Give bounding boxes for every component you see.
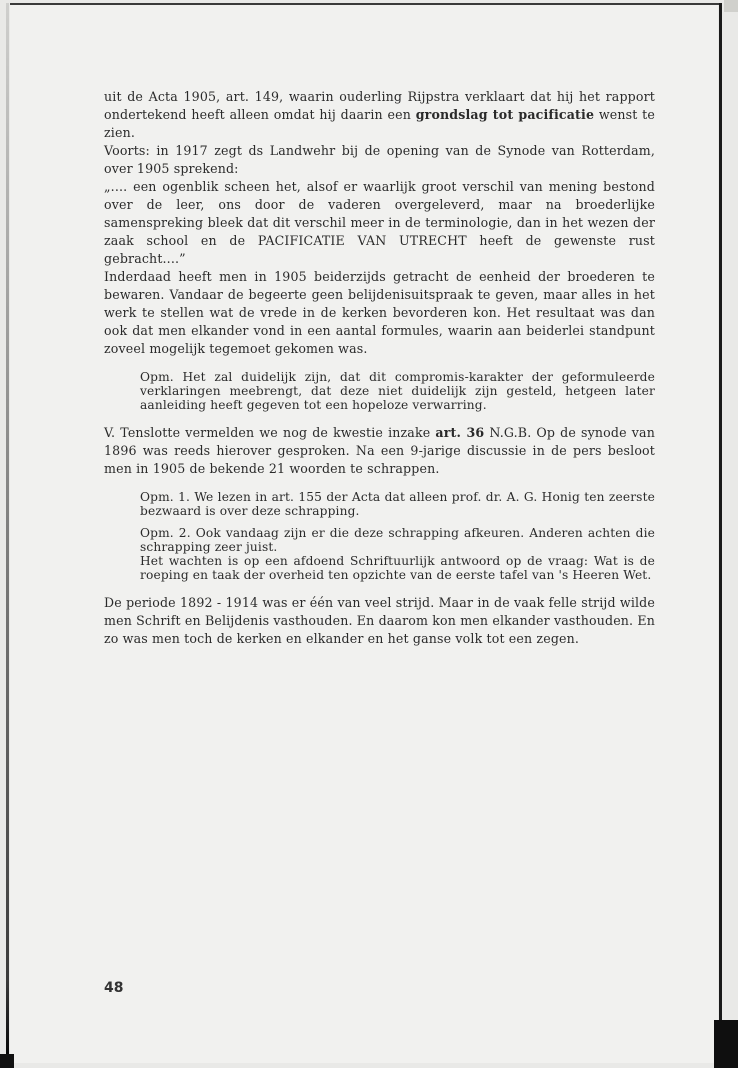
emphasis-grondslag: grondslag tot pacificatie	[415, 107, 595, 122]
note-compromis: Opm. Het zal duidelijk zijn, dat dit compromis-karakter der geformuleerde verklaringen meebrengt, dat deze niet duidelijk zijn gesteld, hetgeen later aanleiding heeft gegeven tot een hopeloze verwarring.	[140, 370, 655, 412]
paragraph-acta-tail: wenst te zien.	[104, 107, 655, 140]
paragraph-art36-text: V. Tenslotte vermelden we nog de kwestie inzake	[104, 425, 436, 440]
note-opm-2: Opm. 2. Ook vandaag zijn er die deze schrapping afkeuren. Anderen achten die schrapping zeer juist.	[140, 526, 655, 554]
note-opm-1: Opm. 1. We lezen in art. 155 der Acta dat alleen prof. dr. A. G. Honig ten zeerste bezwaard is over deze schrapping.	[140, 490, 655, 518]
scan-corner-bottom-right	[714, 1020, 738, 1068]
page-edge-right	[719, 3, 722, 1065]
page-edge-top	[10, 3, 720, 5]
scan-corner-top-right	[724, 0, 738, 12]
paragraph-art36-tail: N.G.B. Op de synode van 1896 was reeds hierover gesproken. Na een 9-jarige discussie in de pers besloot men in 1905 de bekende 21 woorden te schrappen.	[104, 425, 655, 476]
quote-landwehr: „.... een ogenblik scheen het, alsof er waarlijk groot verschil van mening bestond over de leer, ons door de vaderen overgeleverd, maar na broederlijke samenspreking bleek dat dit verschil meer in de terminologie, dan in het wezen der zaak school en de PACIFICATIE VAN UTRECHT heeft de gewenste rust gebracht....”	[104, 179, 655, 266]
scan-corner-bottom-left	[0, 1054, 14, 1068]
emphasis-art36: art. 36	[435, 425, 485, 440]
note-opm-2-continued: Het wachten is op een afdoend Schriftuurlijk antwoord op de vraag: Wat is de roeping en taak der overheid ten opzichte van de eerste tafel van 's Heeren Wet.	[140, 554, 655, 582]
paragraph-inderdaad: Inderdaad heeft men in 1905 beiderzijds getracht de eenheid der broederen te bewaren. Vandaar de begeerte geen belijdenisuitspraak te geven, maar alles in het werk te stellen wat de vrede in de kerken bevorderen kon. Het resultaat was dan ook dat men elkander vond in een aantal formules, waarin aan beiderlei standpunt zoveel mogelijk tegemoet gekomen was.	[104, 269, 655, 356]
body-text	[104, 88, 655, 648]
paragraph-acta	[104, 88, 655, 142]
paragraph-art36	[104, 424, 655, 478]
paragraph-voorts: Voorts: in 1917 zegt ds Landwehr bij de opening van de Synode van Rotterdam, over 1905 sprekend:	[104, 143, 655, 176]
paragraph-periode: De periode 1892 - 1914 was er één van veel strijd. Maar in de vaak felle strijd wilde men Schrift en Belijdenis vasthouden. En daarom kon men elkander vasthouden. En zo was men toch de kerken en elkander en het ganse volk tot een zegen.	[104, 595, 655, 646]
page-edge-left	[6, 3, 9, 1065]
paragraph-acta-text: uit de Acta 1905, art. 149, waarin ouderling Rijpstra verklaart dat hij het rapport ondertekend heeft alleen omdat hij daarin een	[104, 89, 655, 122]
page-number: 48	[104, 980, 124, 996]
